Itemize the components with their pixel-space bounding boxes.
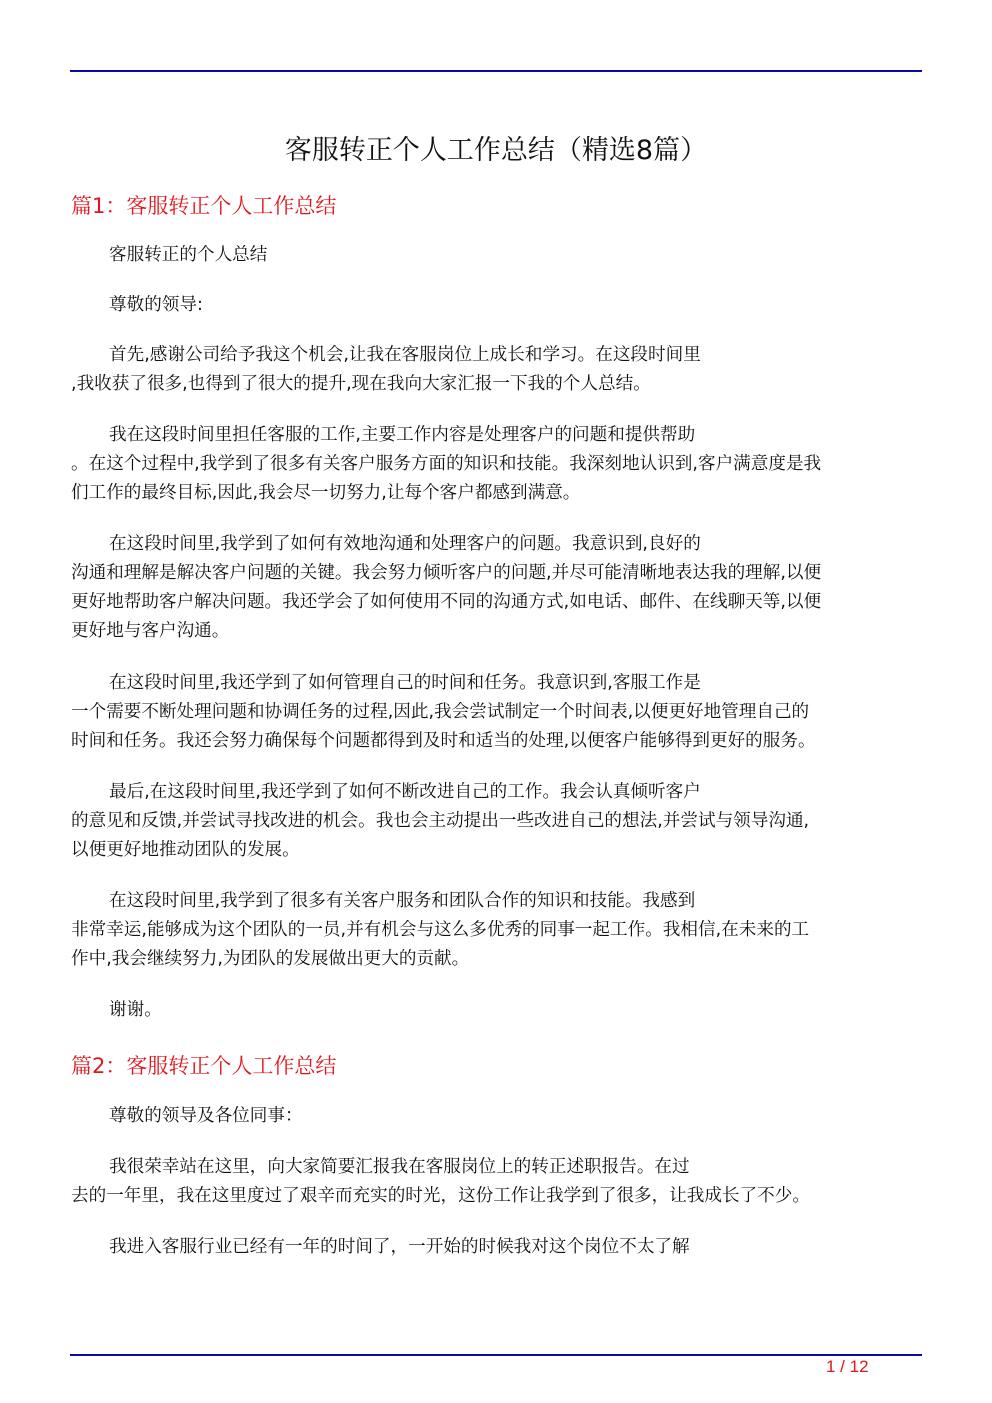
paragraph-line: 在这段时间里,我学到了如何有效地沟通和处理客户的问题。我意识到,良好的 bbox=[109, 534, 701, 554]
paragraph-line: 一个需要不断处理问题和协调任务的过程,因此,我会尝试制定一个时间表,以便更好地管理自己的 bbox=[71, 702, 810, 722]
paragraph-line: 在这段时间里,我学到了很多有关客户服务和团队合作的知识和技能。我感到 bbox=[109, 891, 696, 911]
section-heading-1: 篇1：客服转正个人工作总结 bbox=[71, 194, 337, 218]
paragraph-line: 客服转正的个人总结 bbox=[109, 245, 268, 265]
paragraph-line: 非常幸运,能够成为这个团队的一员,并有机会与这么多优秀的同事一起工作。我相信,在未来的工 bbox=[71, 920, 810, 940]
paragraph-line: 作中,我会继续努力,为团队的发展做出更大的贡献。 bbox=[71, 949, 470, 969]
page-indicator: 1 / 12 bbox=[826, 1357, 869, 1376]
paragraph bbox=[71, 778, 923, 865]
section-heading-2: 篇2：客服转正个人工作总结 bbox=[71, 1054, 337, 1078]
paragraph bbox=[71, 669, 923, 756]
paragraph-line: 谢谢。 bbox=[109, 1000, 162, 1020]
paragraph bbox=[71, 291, 923, 320]
paragraph-line: 更好地帮助客户解决问题。我还学会了如何使用不同的沟通方式,如电话、邮件、在线聊天等,以便 bbox=[71, 592, 822, 612]
paragraph bbox=[71, 887, 923, 974]
paragraph bbox=[71, 530, 923, 646]
paragraph-line: 首先,感谢公司给予我这个机会,让我在客服岗位上成长和学习。在这段时间里 bbox=[109, 345, 701, 365]
paragraph-line: 更好地与客户沟通。 bbox=[71, 621, 230, 641]
paragraph-line: 。在这个过程中,我学到了很多有关客户服务方面的知识和技能。我深刻地认识到,客户满意度是我 bbox=[71, 454, 822, 474]
paragraph bbox=[71, 421, 923, 508]
paragraph-line: 最后,在这段时间里,我还学到了如何不断改进自己的工作。我会认真倾听客户 bbox=[109, 782, 701, 802]
paragraph bbox=[71, 1153, 923, 1211]
paragraph-line: 时间和任务。我还会努力确保每个问题都得到及时和适当的处理,以便客户能够得到更好的服务。 bbox=[71, 731, 816, 751]
paragraph-line: 以便更好地推动团队的发展。 bbox=[71, 840, 300, 860]
paragraph-line: 的意见和反馈,并尝试寻找改进的机会。我也会主动提出一些改进自己的想法,并尝试与领导沟通, bbox=[71, 811, 810, 831]
paragraph-line: 在这段时间里,我还学到了如何管理自己的时间和任务。我意识到,客服工作是 bbox=[109, 673, 701, 693]
paragraph bbox=[71, 1102, 923, 1131]
paragraph-line: ,我收获了很多,也得到了很大的提升,现在我向大家汇报一下我的个人总结。 bbox=[71, 374, 651, 394]
paragraph bbox=[71, 996, 923, 1025]
paragraph-line: 我在这段时间里担任客服的工作,主要工作内容是处理客户的问题和提供帮助 bbox=[109, 425, 696, 445]
footer-rule bbox=[70, 1354, 922, 1356]
paragraph bbox=[71, 241, 923, 270]
paragraph-line: 们工作的最终目标,因此,我会尽一切努力,让每个客户都感到满意。 bbox=[71, 483, 581, 503]
paragraph-line: 去的一年里，我在这里度过了艰辛而充实的时光，这份工作让我学到了很多，让我成长了不少。 bbox=[71, 1186, 810, 1206]
paragraph-line: 我进入客服行业已经有一年的时间了，一开始的时候我对这个岗位不太了解 bbox=[109, 1237, 690, 1257]
header-rule bbox=[70, 70, 922, 72]
document-title: 客服转正个人工作总结（精选8篇） bbox=[284, 135, 708, 166]
paragraph-line: 尊敬的领导及各位同事： bbox=[109, 1106, 303, 1126]
paragraph-line: 我很荣幸站在这里，向大家简要汇报我在客服岗位上的转正述职报告。在过 bbox=[109, 1157, 690, 1177]
paragraph-line: 尊敬的领导: bbox=[109, 295, 203, 315]
paragraph bbox=[71, 341, 923, 399]
paragraph bbox=[71, 1233, 923, 1262]
paragraph-line: 沟通和理解是解决客户问题的关键。我会努力倾听客户的问题,并尽可能清晰地表达我的理解,以便 bbox=[71, 563, 822, 583]
